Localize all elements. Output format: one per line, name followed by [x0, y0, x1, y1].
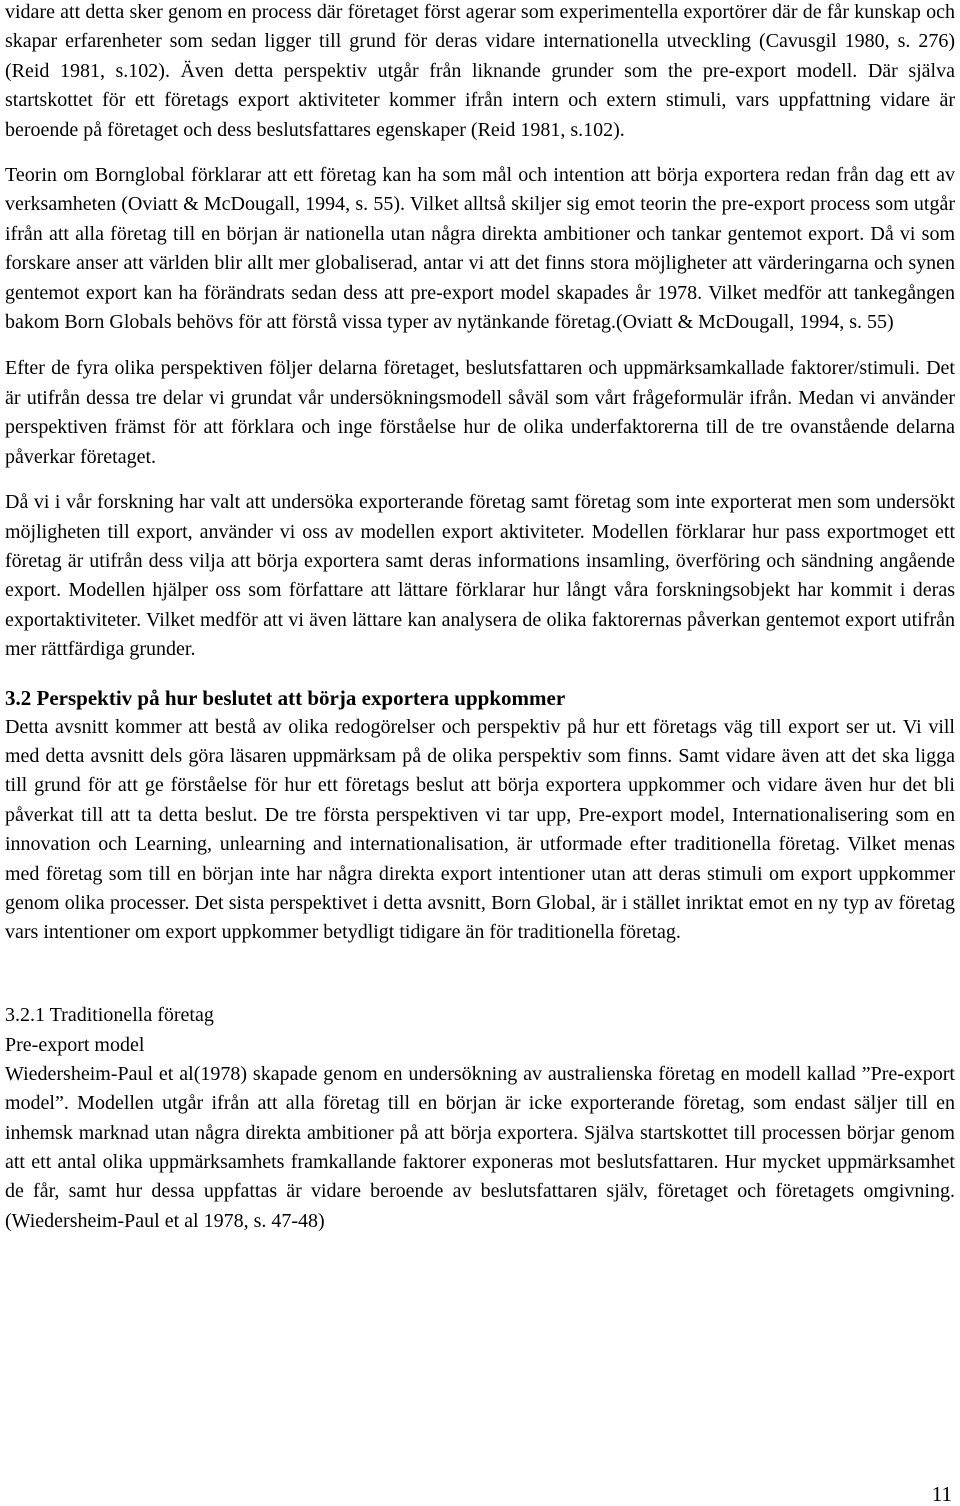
paragraph-four-perspectives: Efter de fyra olika perspektiven följer delarna företaget, beslutsfattaren och uppmärksamkallade faktorer/stimuli. Det är utifrån dessa tre delar vi grundat vår undersökningsmodell såväl som vårt frågeformulär ifrån. Medan vi använder perspektiven främst för att förklara och inge förståelse hur de olika underfaktorerna till de tre ovanstående delarna påverkar företaget. — [5, 357, 955, 468]
pre-export-model-paragraph: Wiedersheim-Paul et al(1978) skapade genom en undersökning av australienska företag en modell kallad ”Pre-export model”. Modellen utgår ifrån att alla företag till en början är icke exporterande företag, som endast säljer till en inhemsk marknad utan några direkta ambitioner på att börja exportera. Själva startskottet till processen börjar genom att ett antal olika uppmärksamhets framkallande faktorer exponeras mot beslutsfattaren. Hur mycket uppmärksamhet de får, samt hur dessa uppfattas är vidare beroende av beslutsfattaren själv, företaget och företagets omgivning. (Wiedersheim-Paul et al 1978, s. 47-48) — [5, 1062, 955, 1232]
section-heading: 3.2 Perspektiv på hur beslutet att börja exportera uppkommer — [5, 685, 566, 710]
paragraph-born-global-theory: Teorin om Bornglobal förklarar att ett företag kan ha som mål och intention att börja exportera redan från dag ett av verksamheten (Oviatt & McDougall, 1994, s. 55). Vilket alltså skiljer sig emot teorin the pre-export process som utgår ifrån att alla företag till en början är nationella utan några direkta ambitioner och tankar gentemot export. Då vi som forskare anser att världen blir allt mer globaliserad, antar vi att det finns stora möjligheter att värderingarna och synen gentemot export kan ha förändrats sedan dess att pre-export model skapades år 1978. Vilket medför att tankegången bakom Born Globals behövs för att förstå vissa typer av nytänkande företag.(Oviatt & McDougall, 1994, s. 55) — [5, 164, 955, 334]
paragraph-export-activities: Då vi i vår forskning har valt att undersöka exporterande företag samt företag som inte exporterat men som undersökt möjligheten till export, använder vi oss av modellen export aktiviteter. Modellen förklarar hur pass exportmoget ett företag är utifrån dess vilja att börja exportera samt deras informations insamling, överföring och sändning angående export. Modellen hjälper oss som författare att lättare förklarar hur långt våra forskningsobjekt har kommit i deras exportaktiviteter. Vilket medför att vi även lättare kan analysera de olika faktorernas påverkan gentemot export utifrån mer rättfärdiga grunder. — [5, 491, 955, 661]
subsection-heading: 3.2.1 Traditionella företag — [5, 1003, 214, 1026]
page-number: 11 — [931, 1482, 952, 1506]
subsection-title: Pre-export model — [5, 1033, 145, 1056]
paragraph-reid-perspective: vidare att detta sker genom en process där företaget först agerar som experimentella exportörer där de får kunskap och skapar erfarenheter som sedan ligger till grund för deras vidare internationella utveckling (Cavusgil 1980, s. 276) (Reid 1981, s.102). Även detta perspektiv utgår från liknande grunder som the pre-export modell. Där själva startskottet för ett företags export aktiviteter kommer ifrån intern och extern stimuli, vars uppfattning vidare är beroende på företaget och dess beslutsfattares egenskaper (Reid 1981, s.102). — [5, 1, 955, 141]
page-content — [5, 0, 955, 1236]
section-intro-paragraph: Detta avsnitt kommer att bestå av olika redogörelser och perspektiv på hur ett företags väg till export ser ut. Vi vill med detta avsnitt dels göra läsaren uppmärksam på de olika perspektiv som finns. Samt vidare även att det ska ligga till grund för att ge förståelse för hur ett företags beslut att börja exportera uppkommer och vidare även hur det bli påverkat till att ta detta beslut. De tre första perspektiven vi tar upp, Pre-export model, Internationalisering som en innovation och Learning, unlearning and internationalisation, är utformade efter traditionella företag. Vilket menas med företag som till en början inte har några direkta export intentioner utan att deras stimuli om export uppkommer genom olika processer. Det sista perspektivet i detta avsnitt, Born Global, är i stället inriktat emot en ny typ av företag vars intentioner om export uppkommer betydligt tidigare än för traditionella företag. — [5, 715, 955, 944]
